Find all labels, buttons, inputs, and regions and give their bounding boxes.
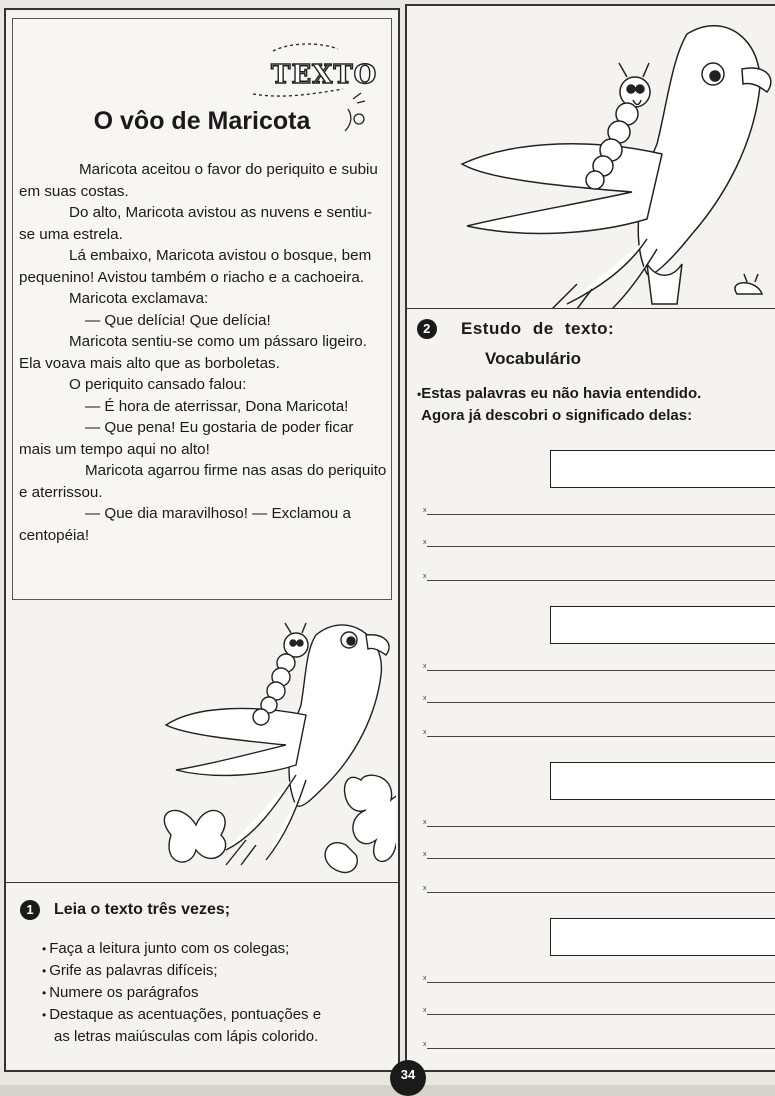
activity-2-subtitle: Vocabulário <box>485 348 582 368</box>
parrot-illustration <box>136 605 396 885</box>
story-paragraph: Do alto, Maricota avistou as nuvens e sentiu-se uma estrela. <box>19 204 373 243</box>
answer-line[interactable] <box>427 670 775 671</box>
story-paragraph: Maricota sentiu-se como um pássaro ligeiro. Ela voava mais alto que as borboletas. <box>19 333 367 372</box>
right-column <box>405 4 775 1072</box>
page-number: 34 <box>390 1060 426 1096</box>
activity-1 <box>20 900 390 1047</box>
answer-line[interactable] <box>427 982 775 983</box>
list-item: • Numere os parágrafos <box>42 984 199 1001</box>
activity-1-title: Leia o texto três vezes; <box>54 901 231 918</box>
answer-line[interactable] <box>427 826 775 827</box>
section-divider <box>407 308 775 309</box>
answer-line[interactable] <box>427 546 775 547</box>
activity-1-list <box>42 938 390 1047</box>
activity-2-heading <box>417 318 775 339</box>
activity-1-heading <box>20 900 390 920</box>
parrot-illustration-large <box>447 14 775 309</box>
list-item: • Grife as palavras difíceis; <box>42 962 218 979</box>
list-item: • Faça a leitura junto com os colegas; <box>42 940 290 957</box>
word-box[interactable] <box>550 762 775 800</box>
texto-logo-text: TEXTO <box>271 60 378 90</box>
answer-line[interactable] <box>427 514 775 515</box>
story-paragraph: Maricota aceitou o favor do periquito e subiu em suas costas. <box>19 161 378 200</box>
answer-line[interactable] <box>427 1014 775 1015</box>
answer-line[interactable] <box>427 580 775 581</box>
answer-line[interactable] <box>427 702 775 703</box>
activity-2-instruction: •Estas palavras eu não havia entendido. Agora já descobri o significado delas: <box>417 384 702 424</box>
word-box[interactable] <box>550 450 775 488</box>
left-column <box>4 8 400 1072</box>
list-item: as letras maiúsculas com lápis colorido. <box>54 1028 319 1045</box>
answer-line[interactable] <box>427 892 775 893</box>
story-paragraph: O periquito cansado falou: <box>69 376 247 393</box>
story-paragraph: — Que dia maravilhoso! — Exclamou a centopéia! <box>19 505 351 544</box>
story-paragraph: — Que delícia! Que delícia! <box>85 311 271 329</box>
story-paragraph: — É hora de aterrissar, Dona Maricota! <box>85 397 349 415</box>
answer-line[interactable] <box>427 858 775 859</box>
story-title: O vôo de Maricota <box>93 107 311 135</box>
section-divider <box>6 882 398 883</box>
list-item: • Destaque as acentuações, pontuações e <box>42 1006 322 1023</box>
story-paragraph: Maricota exclamava: <box>69 290 209 307</box>
activity-2-number: 2 <box>417 319 437 339</box>
word-box[interactable] <box>550 918 775 956</box>
story-paragraph: Lá embaixo, Maricota avistou o bosque, bem pequenino! Avistou também o riacho e a cachoeira. <box>19 247 372 286</box>
answer-line[interactable] <box>427 1048 775 1049</box>
story-box <box>12 18 392 600</box>
activity-2-title: Estudo de texto: <box>461 318 615 338</box>
answer-line[interactable] <box>427 736 775 737</box>
story-paragraph: Maricota agarrou firme nas asas do periquito e aterrissou. <box>19 462 387 501</box>
story-text <box>19 159 387 546</box>
activity-2 <box>417 318 775 426</box>
word-box[interactable] <box>550 606 775 644</box>
story-paragraph: — Que pena! Eu gostaria de poder ficar mais um tempo aqui no alto! <box>19 419 354 458</box>
activity-1-number: 1 <box>20 900 40 920</box>
